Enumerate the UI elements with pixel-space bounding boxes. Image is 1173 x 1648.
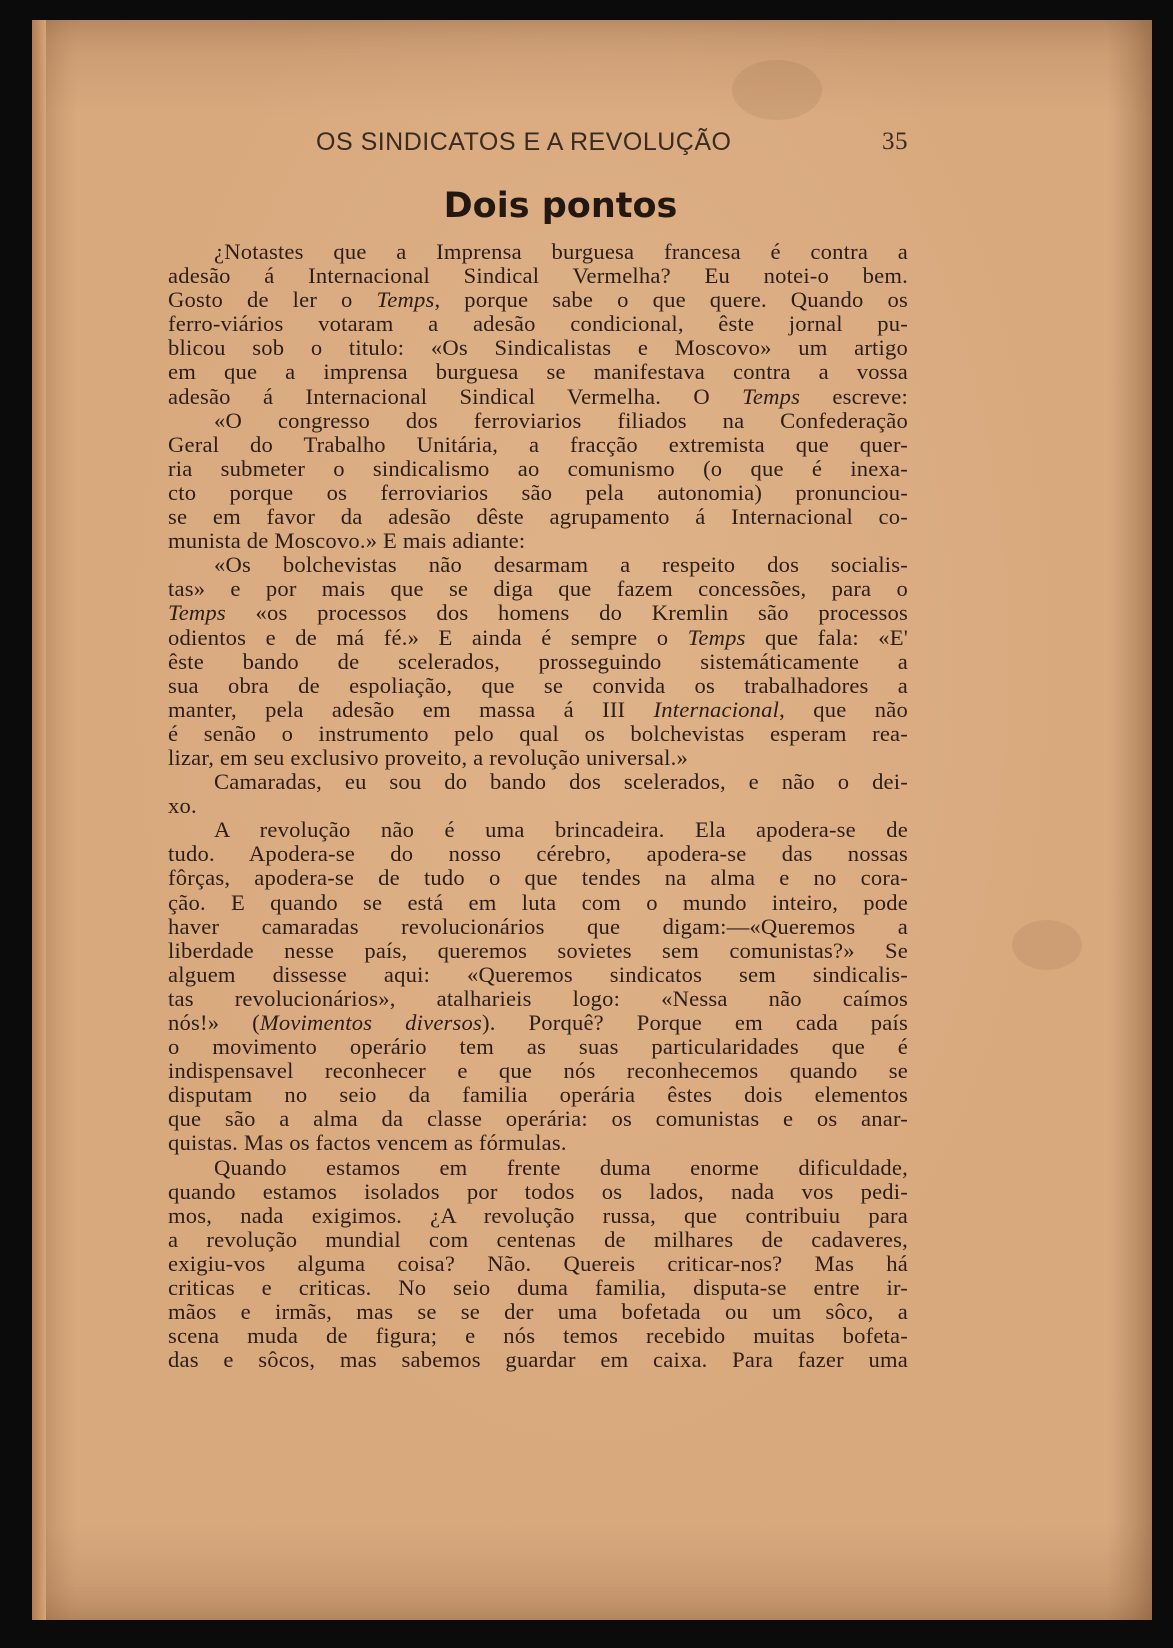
text-line: tudo. Apodera-se do nosso cérebro, apodera-se das nossas <box>168 841 908 867</box>
text-line: criticas e criticas. No seio duma familia, disputa-se entre ir- <box>168 1275 908 1301</box>
text-line: Geral do Trabalho Unitária, a fracção extremista que quer- <box>168 431 908 457</box>
text-line: quistas. Mas os factos vencem as fórmulas. <box>168 1130 567 1156</box>
text-line: adesão á Internacional Sindical Vermelha. O Temps escreve: <box>168 383 908 409</box>
text-line: munista de Moscovo.» E mais adiante: <box>168 528 526 554</box>
text-line: xo. <box>168 793 197 819</box>
text-line: indispensavel reconhecer e que nós reconhecemos quando se <box>168 1058 908 1084</box>
text-line: lizar, em seu exclusivo proveito, a revolução universal.» <box>168 744 688 770</box>
text-line: mãos e irmãs, mas se se der uma bofetada ou um sôco, a <box>168 1299 908 1325</box>
text-line: manter, pela adesão em massa á III Internacional, que não <box>168 696 908 722</box>
text-line: tas» e por mais que se diga que fazem concessões, para o <box>168 576 908 602</box>
text-line: Quando estamos em frente duma enorme dificuldade, <box>214 1154 908 1180</box>
text-line: Temps «os processos dos homens do Kremlin são processos <box>168 600 908 626</box>
text-line: que são a alma da classe operária: os comunistas e os anar- <box>168 1106 908 1132</box>
text-line: odientos e de má fé.» E ainda é sempre o Temps que fala: «E' <box>168 624 909 650</box>
text-line: o movimento operário tem as suas particularidades que é <box>168 1034 908 1060</box>
text-line: «Os bolchevistas não desarmam a respeito dos socialis- <box>214 552 908 578</box>
text-line: liberdade nesse país, queremos sovietes sem comunistas?» Se <box>168 937 908 963</box>
body-text <box>168 240 908 1372</box>
paper-stain <box>732 60 822 120</box>
text-line: das e sôcos, mas sabemos guardar em caixa. Para fazer uma <box>168 1347 908 1373</box>
text-line: scena muda de figura; e nós temos recebido muitas bofeta- <box>168 1323 908 1349</box>
text-line: ção. E quando se está em luta com o mundo inteiro, pode <box>168 889 908 915</box>
text-line: Gosto de ler o Temps, porque sabe o que quere. Quando os <box>168 287 908 313</box>
text-line: disputam no seio da familia operária êstes dois elementos <box>168 1082 908 1108</box>
text-line: êste bando de scelerados, prosseguindo sistemáticamente a <box>168 648 908 674</box>
text-line: é senão o instrumento pelo qual os bolchevistas esperam rea- <box>168 720 908 746</box>
text-line: blicou sob o titulo: «Os Sindicalistas e Moscovo» um artigo <box>168 335 908 361</box>
text-line: A revolução não é uma brincadeira. Ela apodera-se de <box>214 817 908 843</box>
text-line: ¿Notastes que a Imprensa burguesa francesa é contra a <box>214 239 908 264</box>
text-line: a revolução mundial com centenas de milhares de cadaveres, <box>168 1226 908 1252</box>
text-line: em que a imprensa burguesa se manifestava contra a vossa <box>168 359 908 385</box>
text-line: «O congresso dos ferroviarios filiados na Confederação <box>214 407 908 433</box>
text-line: quando estamos isolados por todos os lados, nada vos pedi- <box>168 1178 908 1204</box>
text-line: exigiu-vos alguma coisa? Não. Quereis criticar-nos? Mas há <box>168 1250 908 1276</box>
text-line: haver camaradas revolucionários que digam:—«Queremos a <box>168 913 908 939</box>
text-line: ferro-viários votaram a adesão condicional, êste jornal pu- <box>168 311 908 337</box>
text-line: adesão á Internacional Sindical Vermelha? Eu notei-o bem. <box>168 263 908 289</box>
text-line: alguem dissesse aqui: «Queremos sindicatos sem sindicalis- <box>168 961 908 987</box>
text-line: ria submeter o sindicalismo ao comunismo (o que é inexa- <box>168 455 908 481</box>
text-line: Camaradas, eu sou do bando dos scelerados, e não o dei- <box>214 769 908 795</box>
page-number: 35 <box>882 128 908 155</box>
text-line: cto porque os ferroviarios são pela autonomia) pronunciou- <box>168 479 908 505</box>
text-line: fôrças, apodera-se de tudo o que tendes na alma e no cora- <box>168 865 908 891</box>
paper-stain <box>1012 920 1082 970</box>
chapter-title: Dois pontos <box>443 186 678 226</box>
text-line: nós!» (Movimentos diversos). Porquê? Porque em cada país <box>168 1010 909 1035</box>
page-spine-edge <box>32 20 46 1620</box>
text-line: mos, nada exigimos. ¿A revolução russa, que contribuiu para <box>168 1202 908 1228</box>
running-title: OS SINDICATOS E A REVOLUÇÃO <box>316 128 732 156</box>
text-line: tas revolucionários», atalharieis logo: «Nessa não caímos <box>168 985 908 1011</box>
text-line: sua obra de espoliação, que se convida os trabalhadores a <box>168 672 908 698</box>
text-line: se em favor da adesão dêste agrupamento á Internacional co- <box>168 504 908 530</box>
